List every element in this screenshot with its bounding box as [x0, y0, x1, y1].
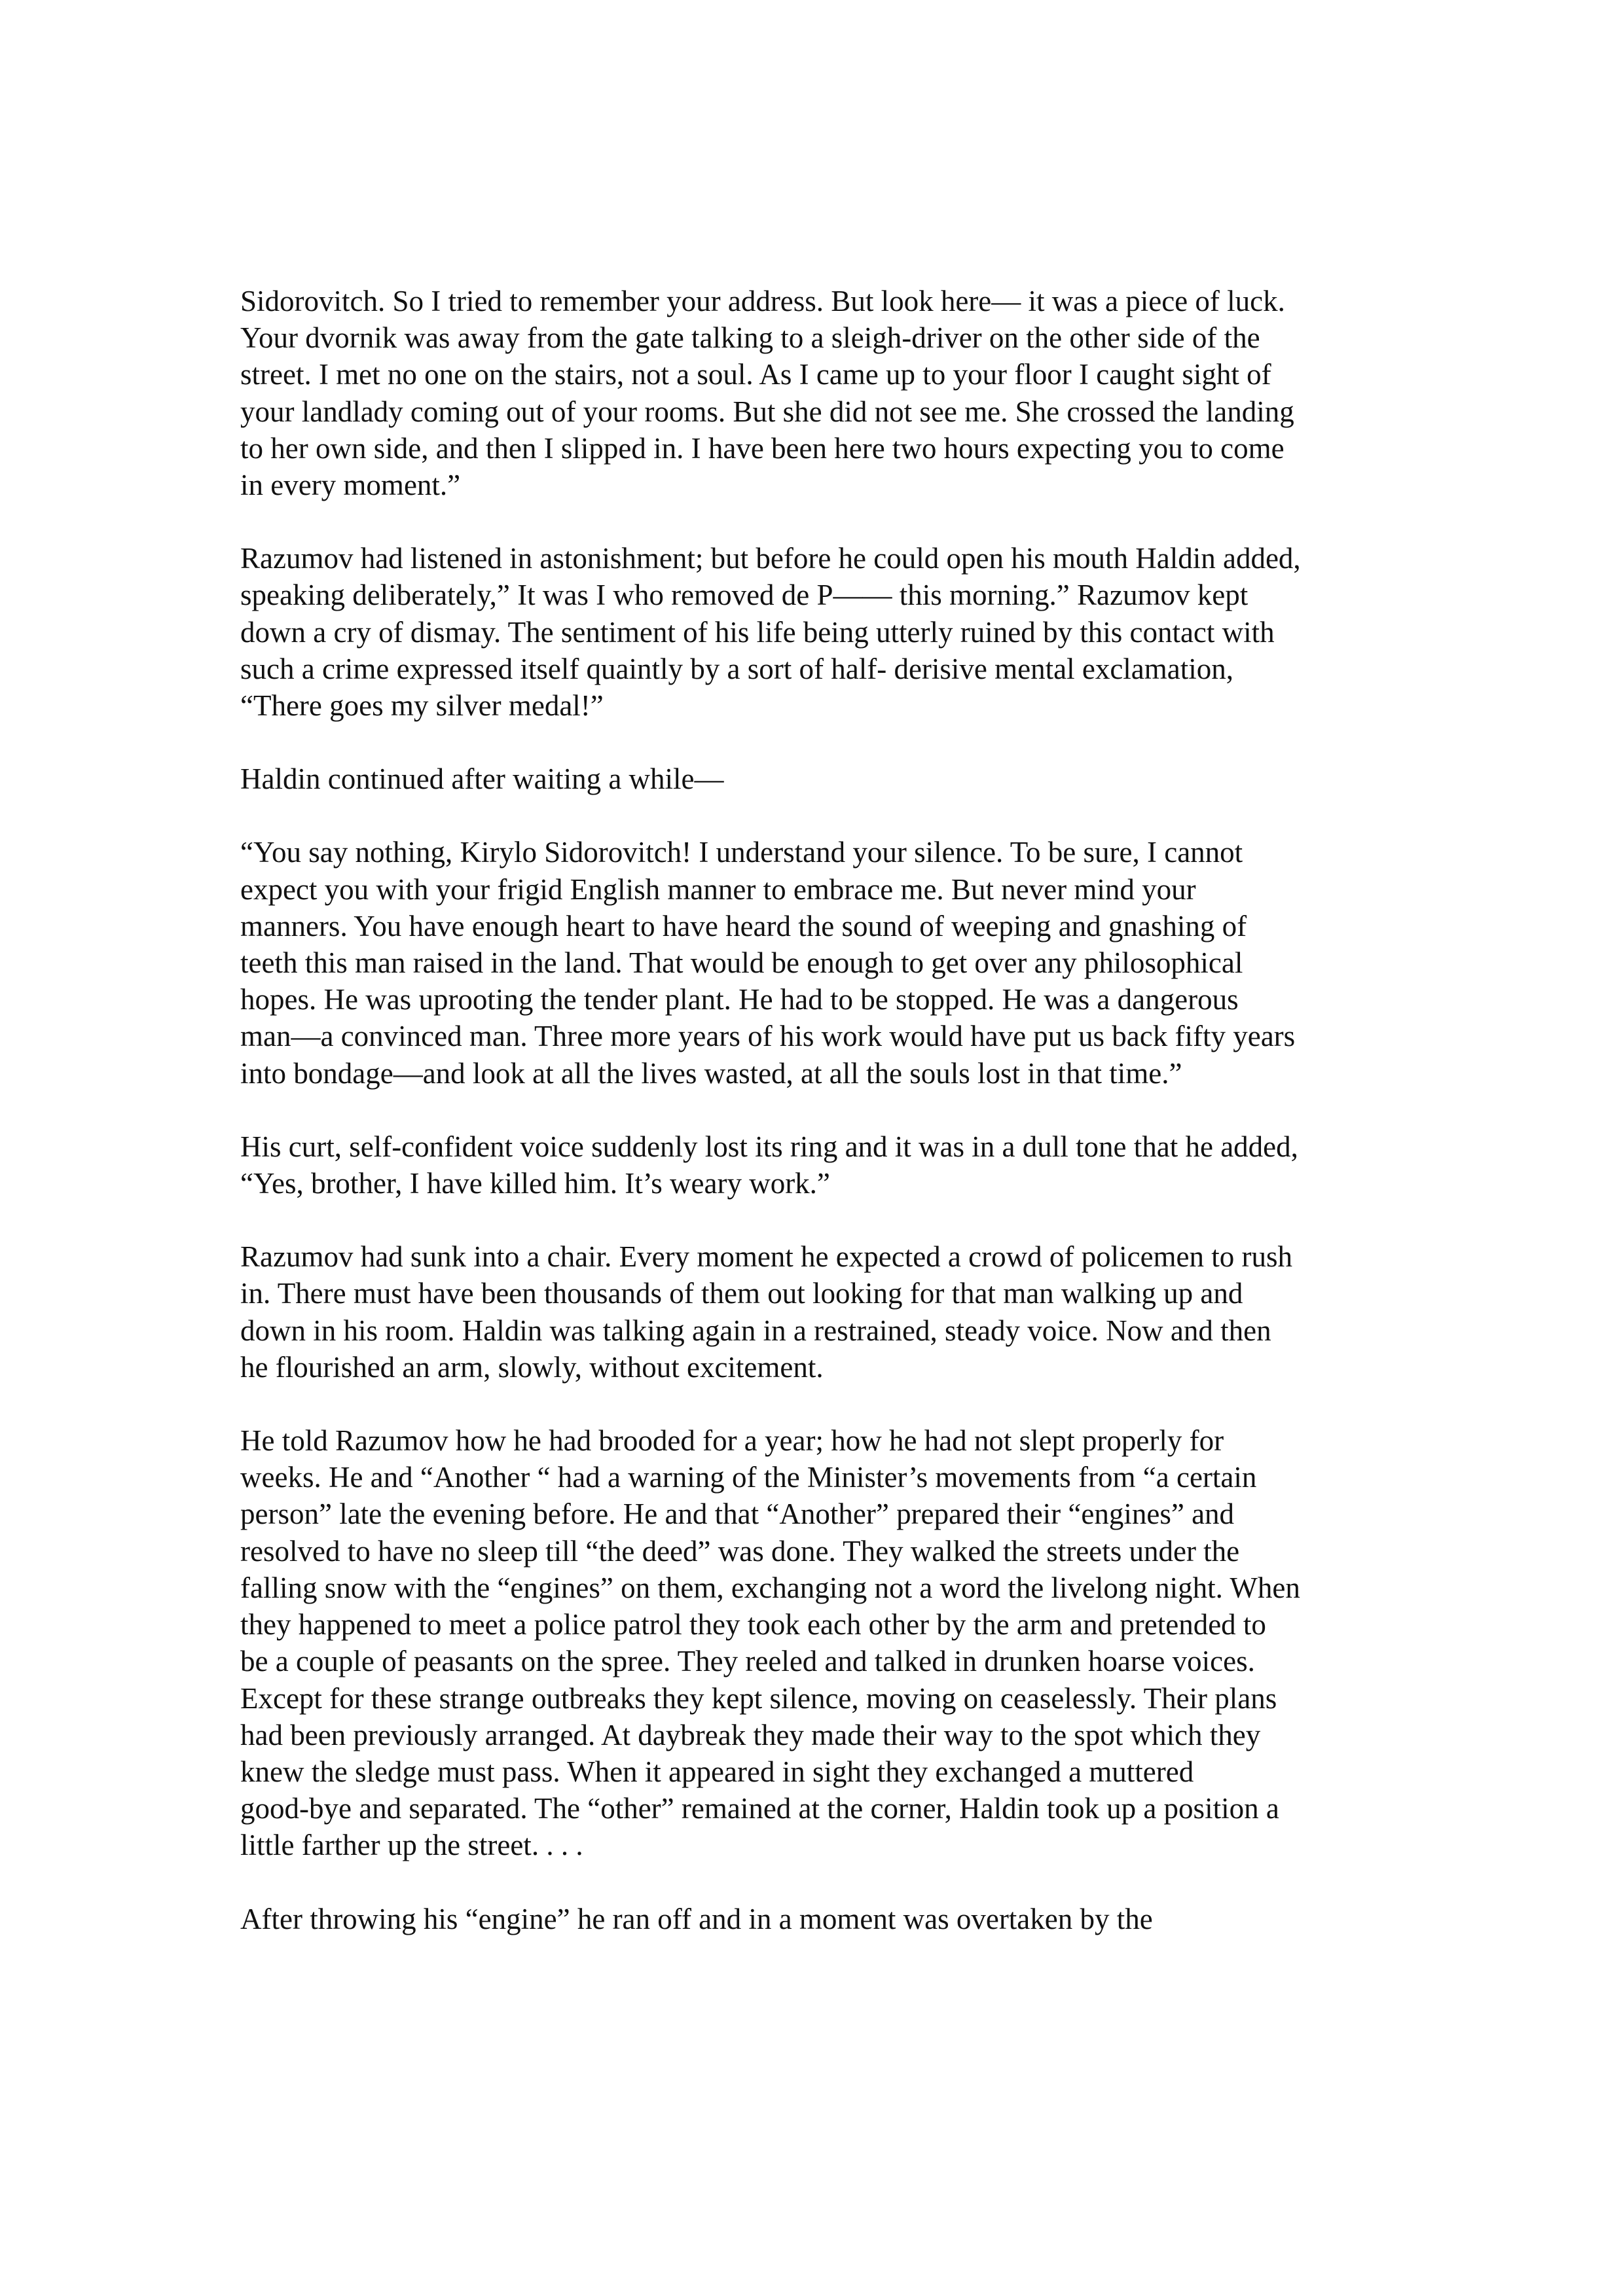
paragraph-6: Razumov had sunk into a chair. Every moment he expected a crowd of policemen to rush in. There must have been thousands of them out looking for that man walking up and down in his room. Haldin was talking again in a restrained, steady voice. Now and then he flourished an arm, slowly, without excitement.: [240, 1240, 1293, 1384]
paragraph-1: Sidorovitch. So I tried to remember your address. But look here— it was a piece of luck. Your dvornik was away from the gate talking to a sleigh-driver on the other side of the street. I met no one on the stairs, not a soul. As I came up to your floor I caught sight of your landlady coming out of your rooms. But she did not see me. She crossed the landing to her own side, and then I slipped in. I have been here two hours expecting you to come in every moment.”: [240, 285, 1294, 502]
paragraph-5: His curt, self-confident voice suddenly lost its ring and it was in a dull tone that he added, “Yes, brother, I have killed him. It’s weary work.”: [240, 1130, 1298, 1200]
paragraph-4: “You say nothing, Kirylo Sidorovitch! I understand your silence. To be sure, I cannot expect you with your frigid English manner to embrace me. But never mind your manners. You have enough heart to have heard the sound of weeping and gnashing of teeth this man raised in the land. That would be enough to get over any philosophical hopes. He was uprooting the tender plant. He had to be stopped. He was a dangerous man—a convinced man. Three more years of his work would have put us back fifty years into bondage—and look at all the lives wasted, at all the souls lost in that time.”: [240, 836, 1296, 1090]
paragraph-2: Razumov had listened in astonishment; but before he could open his mouth Haldin added, speaking deliberately,” It was I who removed de P—— this morning.” Razumov kept down a cry of dismay. The sentiment of his life being utterly ruined by this contact with such a crime expressed itself quaintly by a sort of half- derisive mental exclamation, “There goes my silver medal!”: [240, 542, 1301, 723]
body-text: [240, 283, 1399, 1937]
paragraph-3: Haldin continued after waiting a while—: [240, 762, 724, 796]
paragraph-7: He told Razumov how he had brooded for a year; how he had not slept properly for weeks. He and “Another “ had a warning of the Minister’s movements from “a certain person” late the evening before. He and that “Another” prepared their “engines” and resolved to have no sleep till “the deed” was done. They walked the streets under the falling snow with the “engines” on them, exchanging not a word the livelong night. When they happened to meet a police patrol they took each other by the arm and pretended to be a couple of peasants on the spree. They reeled and talked in drunken hoarse voices. Except for these strange outbreaks they kept silence, moving on ceaselessly. Their plans had been previously arranged. At daybreak they made their way to the spot which they knew the sledge must pass. When it appeared in sight they exchanged a muttered good-bye and separated. The “other” remained at the corner, Haldin took up a position a little farther up the street. . . .: [240, 1424, 1300, 1862]
paragraph-8: After throwing his “engine” he ran off and in a moment was overtaken by the: [240, 1902, 1153, 1935]
